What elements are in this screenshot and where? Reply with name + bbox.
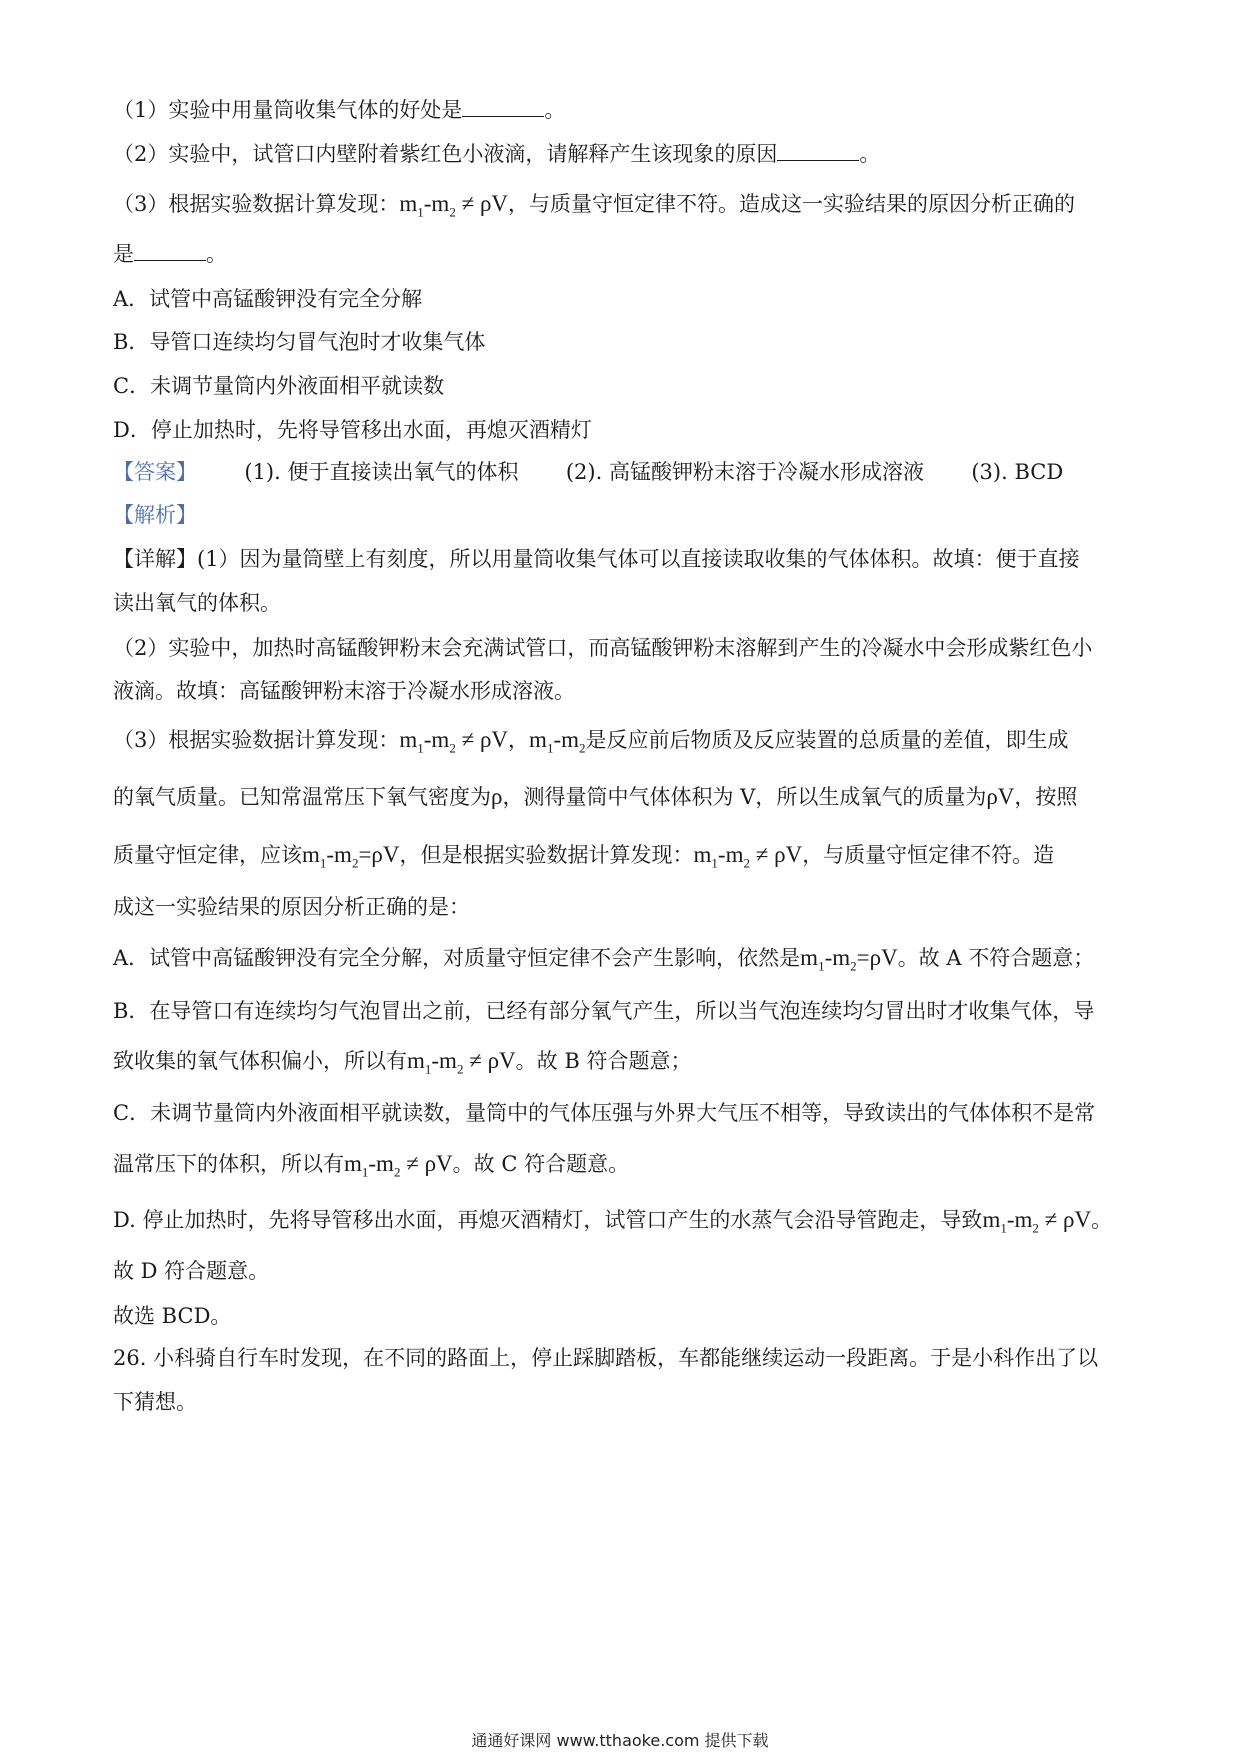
formula-neq: $m_1-m_2 \ne \rho V$ bbox=[693, 842, 803, 871]
answer-tag: 【答案】 bbox=[113, 460, 197, 484]
detail-line: 的氧气质量。已知常温常压下氧气密度为ρ，测得量筒中气体体积为 V，所以生成氧气的质量为ρV，按照 bbox=[113, 784, 1078, 809]
answer-blank bbox=[462, 96, 544, 117]
option-b: B．导管口连续均匀冒气泡时才收集气体 bbox=[113, 330, 486, 354]
page-footer: 通通好课网 www.tthaoke.com 提供下载 bbox=[471, 1731, 769, 1750]
detail-line: 液滴。故填：高锰酸钾粉末溶于冷凝水形成溶液。 bbox=[113, 679, 575, 703]
answer-3: (3). BCD bbox=[971, 460, 1064, 484]
detail-line: D. 停止加热时，先将导管移出水面，再熄灭酒精灯，试管口产生的水蒸气会沿导管跑走，导致$m_1-m_2 \ne \rho V$。 bbox=[113, 1207, 1113, 1236]
formula-eq: $m_1-m_2=\rho V$ bbox=[800, 945, 898, 974]
detail-line: C．未调节量筒内外液面相平就读数，量筒中的气体压强与外界大气压不相等，导致读出的气体体积不是常 bbox=[113, 1101, 1096, 1125]
question-26: 26. 小科骑自行车时发现，在不同的路面上，停止踩脚踏板，车都能继续运动一段距离。于是小科作出了以 bbox=[113, 1346, 1099, 1370]
answer-2: (2). 高锰酸钾粉末溶于冷凝水形成溶液 bbox=[565, 460, 924, 484]
detail-line: （3）根据实验数据计算发现：$m_1-m_2 \ne \rho V$，$m_1-m_2$是反应前后物质及反应装置的总质量的差值，即生成 bbox=[113, 727, 1069, 756]
formula-diff: $m_1-m_2$ bbox=[529, 727, 586, 756]
formula-neq: $m_1-m_2 \ne \rho V$ bbox=[407, 1048, 516, 1077]
formula-rhov: ρV bbox=[986, 784, 1015, 809]
formula-neq: $m_1-m_2 \ne \rho V$ bbox=[344, 1151, 453, 1180]
question-2: （2）实验中，试管口内壁附着紫红色小液滴，请解释产生该现象的原因 。 bbox=[113, 142, 881, 166]
answer-line bbox=[113, 458, 1133, 486]
detail-line: 成这一实验结果的原因分析正确的是： bbox=[113, 895, 470, 919]
detail-line: 温常压下的体积，所以有$m_1-m_2 \ne \rho V$。故 C 符合题意。 bbox=[113, 1151, 630, 1180]
formula-neq: $m_1-m_2 \ne \rho V$ bbox=[982, 1207, 1092, 1236]
option-c: C．未调节量筒内外液面相平就读数 bbox=[113, 374, 445, 398]
detail-line: 故选 BCD。 bbox=[113, 1304, 232, 1328]
question-1: （1）实验中用量筒收集气体的好处是 。 bbox=[113, 98, 566, 122]
detail-line: 读出氧气的体积。 bbox=[113, 591, 281, 615]
question-26-cont: 下猜想。 bbox=[113, 1390, 197, 1414]
formula-eq: $m_1-m_2=\rho V$ bbox=[302, 842, 400, 871]
detail-line: 质量守恒定律，应该$m_1-m_2=\rho V$，但是根据实验数据计算发现：$m_1-m_2 \ne \rho V$，与质量守恒定律不符。造 bbox=[113, 842, 1055, 871]
detail-line: 致收集的氧气体积偏小，所以有$m_1-m_2 \ne \rho V$。故 B 符合题意； bbox=[113, 1048, 692, 1077]
detail-line: 故 D 符合题意。 bbox=[113, 1259, 270, 1283]
detail-line: （2）实验中，加热时高锰酸钾粉末会充满试管口，而高锰酸钾粉末溶解到产生的冷凝水中会形成紫红色小 bbox=[113, 636, 1093, 660]
answer-blank bbox=[134, 240, 206, 261]
detail-line: B．在导管口有连续均匀气泡冒出之前，已经有部分氧气产生，所以当气泡连续均匀冒出时才收集气体，导 bbox=[113, 999, 1095, 1023]
option-a: A．试管中高锰酸钾没有完全分解 bbox=[113, 287, 423, 311]
answer-1: (1). 便于直接读出氧气的体积 bbox=[244, 460, 519, 484]
detail-line: A．试管中高锰酸钾没有完全分解，对质量守恒定律不会产生影响，依然是$m_1-m_2=\rho V$。故 A 不符合题意； bbox=[113, 945, 1095, 974]
detail-line: 【详解】(1）因为量筒壁上有刻度，所以用量筒收集气体可以直接读取收集的气体体积。故填：便于直接 bbox=[113, 547, 1080, 571]
option-d: D．停止加热时，先将导管移出水面，再熄灭酒精灯 bbox=[113, 418, 592, 442]
formula-neq: $m_1-m_2 \ne \rho V$ bbox=[399, 727, 509, 756]
analysis-tag: 【解析】 bbox=[113, 503, 197, 527]
question-3: （3）根据实验数据计算发现：$m_1-m_2 \ne \rho V$，与质量守恒定律不符。造成这一实验结果的原因分析正确的 bbox=[113, 191, 1076, 220]
formula-rho: ρ bbox=[491, 784, 503, 809]
answer-blank bbox=[777, 140, 859, 161]
formula-neq: $m_1-m_2 \ne \rho V$ bbox=[399, 191, 509, 220]
question-3-cont: 是 。 bbox=[113, 242, 227, 266]
